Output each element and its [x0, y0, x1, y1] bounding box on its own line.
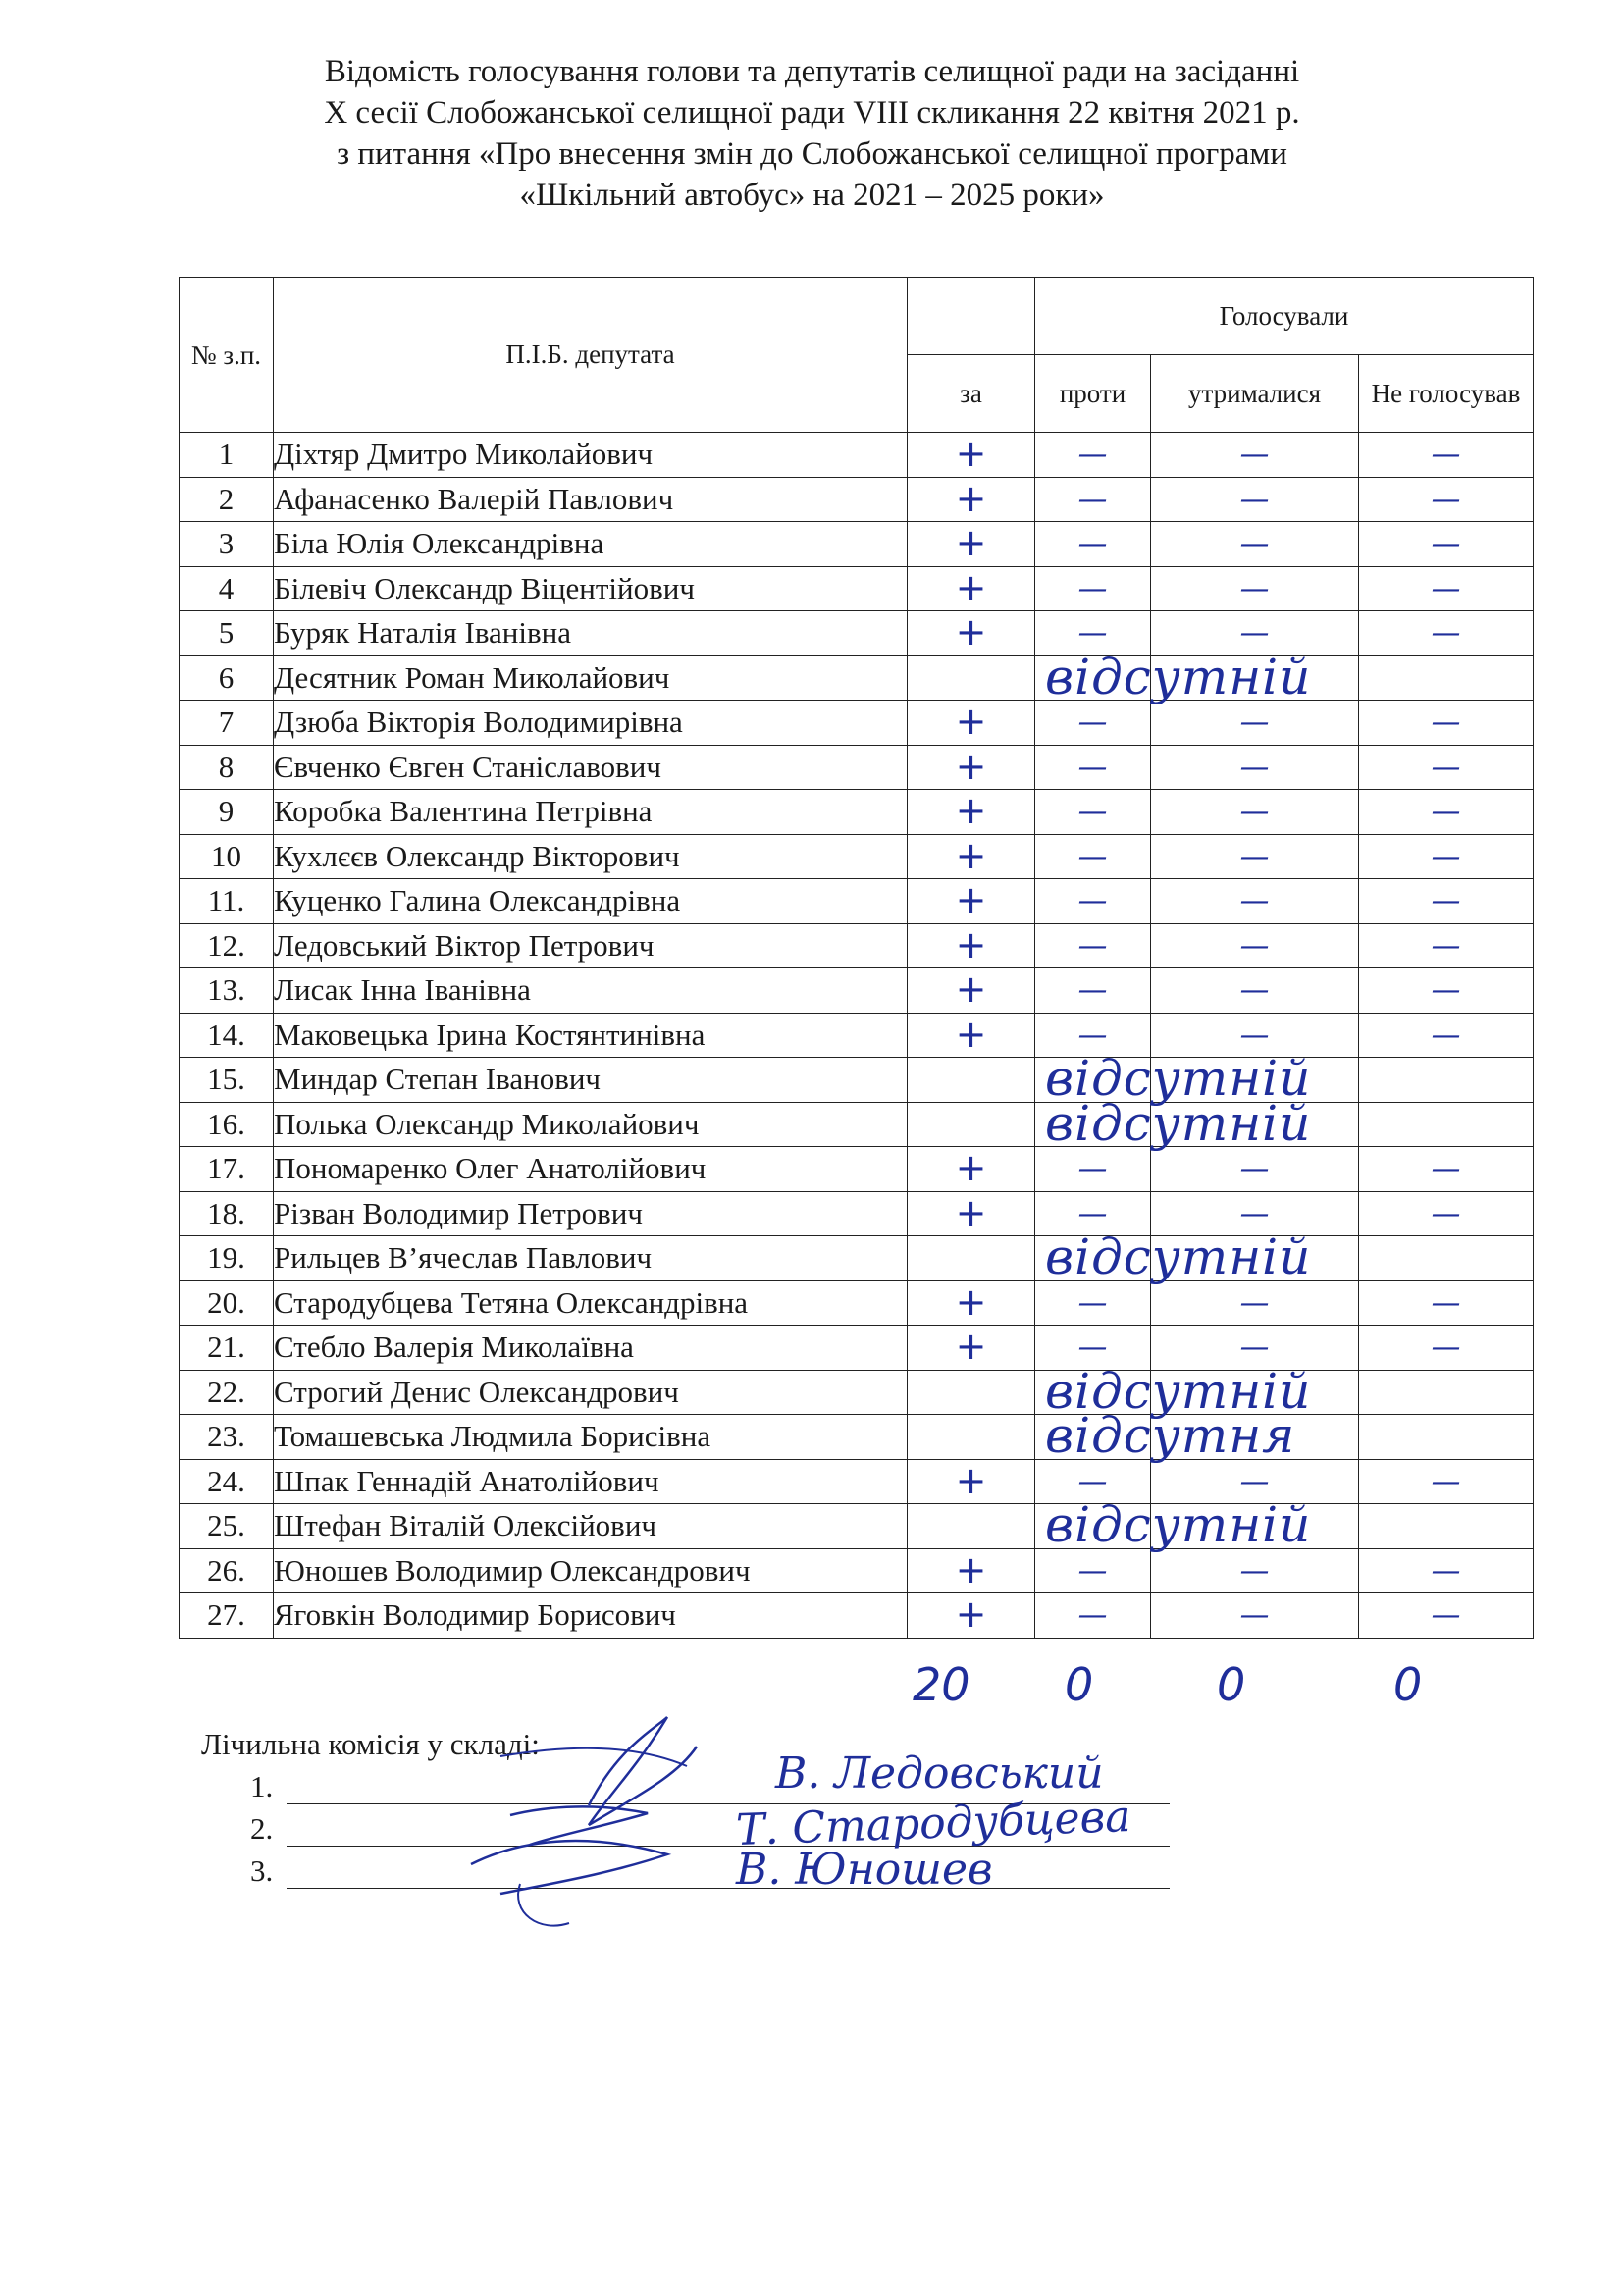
vote-abstained-cell [1151, 1548, 1359, 1593]
vote-abstained-cell [1151, 1415, 1359, 1460]
vote-abstained-mark: — [1239, 1330, 1270, 1366]
vote-not-voted-mark: — [1431, 839, 1461, 874]
vote-not-voted-cell [1359, 1147, 1534, 1192]
vote-for-cell [908, 1370, 1035, 1415]
vote-not-voted-cell [1359, 522, 1534, 567]
vote-for-mark: + [955, 1548, 987, 1591]
vote-abstained-cell [1151, 745, 1359, 790]
vote-for-mark: + [955, 967, 987, 1012]
deputy-name: Десятник Роман Миколайович [274, 655, 908, 701]
vote-for-cell [908, 1191, 1035, 1236]
vote-against-cell [1035, 745, 1151, 790]
row-number: 4 [180, 566, 274, 611]
vote-against-cell [1035, 923, 1151, 968]
deputy-name: Миндар Степан Іванович [274, 1058, 908, 1103]
row-number: 17. [180, 1147, 274, 1192]
table-row [180, 1191, 1534, 1236]
vote-abstained-cell [1151, 834, 1359, 879]
header-for: за [908, 355, 1035, 433]
table-row [180, 433, 1534, 478]
vote-not-voted-cell [1359, 1504, 1534, 1549]
vote-for-cell [908, 1058, 1035, 1103]
vote-for-mark: + [955, 1146, 987, 1190]
vote-against-mark: — [1077, 750, 1108, 785]
vote-against-mark: — [1077, 1553, 1108, 1589]
row-number: 16. [180, 1102, 274, 1147]
vote-for-mark: + [955, 878, 987, 922]
row-number: 8 [180, 745, 274, 790]
commission-num-2: 2. [250, 1811, 274, 1846]
absent-mark: відсутній [1045, 1496, 1312, 1553]
vote-not-voted-cell [1359, 745, 1534, 790]
absent-mark: відсутній [1045, 1094, 1312, 1152]
vote-abstained-cell [1151, 790, 1359, 835]
vote-against-mark: — [1077, 527, 1108, 562]
vote-against-mark: — [1077, 616, 1108, 652]
vote-not-voted-mark: — [1431, 795, 1461, 830]
deputy-name: Білевіч Олександр Віцентійович [274, 566, 908, 611]
table-row [180, 655, 1534, 701]
table-row [180, 1236, 1534, 1281]
vote-for-mark: + [955, 1280, 987, 1324]
vote-for-mark: + [955, 1191, 987, 1234]
vote-for-cell [908, 1459, 1035, 1504]
vote-totals [0, 1658, 1624, 1717]
vote-against-cell [1035, 968, 1151, 1014]
table-row [180, 1459, 1534, 1504]
header-abstained: утрималися [1151, 355, 1359, 433]
vote-not-voted-mark: — [1431, 571, 1461, 606]
table-row [180, 834, 1534, 879]
vote-not-voted-cell [1359, 1191, 1534, 1236]
absent-mark: відсутня [1045, 1407, 1296, 1464]
vote-abstained-mark: — [1239, 1152, 1270, 1187]
vote-not-voted-cell [1359, 1013, 1534, 1058]
vote-for-mark: + [955, 477, 987, 520]
vote-against-mark: — [1077, 571, 1108, 606]
vote-for-mark: + [955, 521, 987, 565]
vote-against-mark: — [1077, 1017, 1108, 1053]
vote-not-voted-mark: — [1431, 1017, 1461, 1053]
vote-abstained-cell [1151, 477, 1359, 522]
vote-abstained-mark: — [1239, 482, 1270, 517]
vote-abstained-cell [1151, 655, 1359, 701]
vote-for-cell [908, 1147, 1035, 1192]
vote-against-mark: — [1077, 928, 1108, 964]
vote-not-voted-mark: — [1431, 438, 1461, 473]
vote-against-mark: — [1077, 1152, 1108, 1187]
vote-not-voted-cell [1359, 923, 1534, 968]
vote-abstained-mark: — [1239, 795, 1270, 830]
signature-name-3: В. Юношев [736, 1845, 993, 1895]
table-row [180, 745, 1534, 790]
vote-against-mark: — [1077, 1285, 1108, 1321]
deputy-name: Томашевська Людмила Борисівна [274, 1415, 908, 1460]
vote-abstained-mark: — [1239, 928, 1270, 964]
header-voted: Голосували [1035, 278, 1534, 355]
vote-not-voted-cell [1359, 1058, 1534, 1103]
vote-not-voted-cell [1359, 1280, 1534, 1326]
row-number: 13. [180, 968, 274, 1014]
vote-not-voted-mark: — [1431, 1196, 1461, 1231]
deputy-name: Строгий Денис Олександрович [274, 1370, 908, 1415]
row-number: 27. [180, 1593, 274, 1639]
vote-abstained-mark: — [1239, 616, 1270, 652]
vote-not-voted-cell [1359, 1236, 1534, 1281]
row-number: 21. [180, 1326, 274, 1371]
vote-for-cell [908, 745, 1035, 790]
vote-not-voted-mark: — [1431, 705, 1461, 741]
vote-for-cell [908, 1504, 1035, 1549]
deputy-name: Юношев Володимир Олександрович [274, 1548, 908, 1593]
vote-abstained-cell [1151, 968, 1359, 1014]
vote-for-mark: + [955, 566, 987, 609]
vote-not-voted-cell [1359, 879, 1534, 924]
vote-abstained-mark: — [1239, 1598, 1270, 1634]
vote-abstained-cell [1151, 566, 1359, 611]
vote-abstained-cell [1151, 1280, 1359, 1326]
vote-against-cell [1035, 1228, 1312, 1285]
row-number: 6 [180, 655, 274, 701]
row-number: 11. [180, 879, 274, 924]
vote-against-cell [1035, 701, 1151, 746]
table-row [180, 968, 1534, 1014]
table-row [180, 1415, 1534, 1460]
deputy-name: Лисак Інна Іванівна [274, 968, 908, 1014]
vote-not-voted-mark: — [1431, 482, 1461, 517]
vote-against-cell [1035, 1094, 1312, 1152]
vote-abstained-mark: — [1239, 1464, 1270, 1499]
document-title [0, 51, 1624, 216]
vote-for-mark: + [955, 1325, 987, 1369]
deputy-name: Полька Олександр Миколайович [274, 1102, 908, 1147]
deputy-name: Ледовський Віктор Петрович [274, 923, 908, 968]
vote-against-mark: — [1077, 482, 1108, 517]
vote-for-mark: + [955, 1013, 987, 1056]
vote-for-cell [908, 879, 1035, 924]
vote-not-voted-mark: — [1431, 616, 1461, 652]
deputy-name: Шпак Геннадій Анатолійович [274, 1459, 908, 1504]
absent-mark: відсутній [1045, 1362, 1312, 1420]
vote-not-voted-cell [1359, 477, 1534, 522]
deputy-name: Кухлєєв Олександр Вікторович [274, 834, 908, 879]
table-row [180, 522, 1534, 567]
vote-for-cell [908, 923, 1035, 968]
total-abstained: 0 [1217, 1658, 1246, 1711]
vote-abstained-cell [1151, 1147, 1359, 1192]
vote-abstained-cell [1151, 522, 1359, 567]
vote-for-cell [908, 834, 1035, 879]
deputy-name: Коробка Валентина Петрівна [274, 790, 908, 835]
deputy-name: Куценко Галина Олександрівна [274, 879, 908, 924]
vote-not-voted-mark: — [1431, 750, 1461, 785]
deputy-name: Діхтяр Дмитро Миколайович [274, 433, 908, 478]
row-number: 5 [180, 611, 274, 656]
vote-for-mark: + [955, 745, 987, 788]
vote-abstained-mark: — [1239, 1285, 1270, 1321]
total-not-voted: 0 [1393, 1658, 1423, 1711]
vote-for-cell [908, 968, 1035, 1014]
table-row [180, 1370, 1534, 1415]
header-against: проти [1035, 355, 1151, 433]
vote-abstained-cell [1151, 433, 1359, 478]
vote-not-voted-mark: — [1431, 1598, 1461, 1634]
table-row [180, 923, 1534, 968]
table-row [180, 1147, 1534, 1192]
voting-table [179, 277, 1534, 1639]
row-number: 19. [180, 1236, 274, 1281]
signature-scribbles [442, 1688, 795, 1953]
deputy-name: Буряк Наталія Іванівна [274, 611, 908, 656]
signature-name-1: В. Ледовський [775, 1748, 1104, 1799]
header-number: № з.п. [180, 278, 274, 433]
row-number: 7 [180, 701, 274, 746]
vote-for-mark: + [955, 610, 987, 654]
vote-not-voted-cell [1359, 790, 1534, 835]
table-row [180, 879, 1534, 924]
deputy-name: Біла Юлія Олександрівна [274, 522, 908, 567]
deputy-name: Афанасенко Валерій Павлович [274, 477, 908, 522]
vote-abstained-mark: — [1239, 571, 1270, 606]
vote-against-cell [1035, 1407, 1296, 1464]
row-number: 10 [180, 834, 274, 879]
table-row [180, 790, 1534, 835]
vote-not-voted-mark: — [1431, 973, 1461, 1009]
vote-not-voted-cell [1359, 1370, 1534, 1415]
vote-against-mark: — [1077, 795, 1108, 830]
vote-for-cell [908, 433, 1035, 478]
vote-against-cell [1035, 648, 1312, 705]
vote-against-cell [1035, 566, 1151, 611]
vote-for-cell [908, 477, 1035, 522]
vote-not-voted-cell [1359, 1548, 1534, 1593]
vote-for-cell [908, 1593, 1035, 1639]
vote-not-voted-mark: — [1431, 884, 1461, 919]
vote-abstained-cell [1151, 879, 1359, 924]
vote-abstained-mark: — [1239, 1196, 1270, 1231]
vote-not-voted-cell [1359, 433, 1534, 478]
vote-not-voted-cell [1359, 655, 1534, 701]
header-not-voted: Не голосував [1359, 355, 1534, 433]
commission-label: Лічильна комісія у складі: [201, 1727, 540, 1761]
vote-abstained-mark: — [1239, 839, 1270, 874]
row-number: 25. [180, 1504, 274, 1549]
vote-for-cell [908, 790, 1035, 835]
header-blank [908, 278, 1035, 355]
vote-against-cell [1035, 522, 1151, 567]
table-row [180, 611, 1534, 656]
deputy-name: Різван Володимир Петрович [274, 1191, 908, 1236]
row-number: 1 [180, 433, 274, 478]
vote-for-mark: + [955, 1592, 987, 1637]
deputy-name: Пономаренко Олег Анатолійович [274, 1147, 908, 1192]
row-number: 14. [180, 1013, 274, 1058]
row-number: 23. [180, 1415, 274, 1460]
vote-for-mark: + [955, 789, 987, 833]
vote-abstained-cell [1151, 701, 1359, 746]
table-row [180, 701, 1534, 746]
vote-not-voted-cell [1359, 1459, 1534, 1504]
vote-against-cell [1035, 1548, 1151, 1593]
commission-num-1: 1. [250, 1769, 274, 1803]
row-number: 18. [180, 1191, 274, 1236]
row-number: 26. [180, 1548, 274, 1593]
vote-against-cell [1035, 1593, 1151, 1639]
vote-for-mark: + [955, 834, 987, 877]
table-row [180, 1013, 1534, 1058]
vote-against-cell [1035, 790, 1151, 835]
vote-against-cell [1035, 1280, 1151, 1326]
vote-against-mark: — [1077, 1598, 1108, 1634]
vote-against-mark: — [1077, 884, 1108, 919]
row-number: 24. [180, 1459, 274, 1504]
commission-num-3: 3. [250, 1853, 274, 1888]
vote-for-mark: + [955, 1459, 987, 1502]
vote-not-voted-cell [1359, 1415, 1534, 1460]
vote-against-mark: — [1077, 973, 1108, 1009]
title-line-3: з питання «Про внесення змін до Слобожанської селищної програми [337, 136, 1287, 172]
absent-mark: відсутній [1045, 1050, 1312, 1107]
vote-for-cell [908, 1548, 1035, 1593]
row-number: 3 [180, 522, 274, 567]
vote-for-cell [908, 1102, 1035, 1147]
vote-for-cell [908, 701, 1035, 746]
vote-not-voted-cell [1359, 834, 1534, 879]
deputy-name: Рильцев В’ячеслав Павлович [274, 1236, 908, 1281]
vote-against-cell [1035, 879, 1151, 924]
header-name: П.І.Б. депутата [274, 278, 908, 433]
table-row [180, 1102, 1534, 1147]
deputy-name: Стародубцева Тетяна Олександрівна [274, 1280, 908, 1326]
vote-abstained-mark: — [1239, 884, 1270, 919]
vote-not-voted-mark: — [1431, 1330, 1461, 1366]
vote-abstained-cell [1151, 923, 1359, 968]
vote-abstained-mark: — [1239, 438, 1270, 473]
vote-abstained-mark: — [1239, 1553, 1270, 1589]
absent-mark: відсутній [1045, 1228, 1312, 1285]
vote-against-mark: — [1077, 705, 1108, 741]
vote-abstained-cell [1151, 1593, 1359, 1639]
row-number: 12. [180, 923, 274, 968]
vote-against-cell [1035, 834, 1151, 879]
vote-not-voted-cell [1359, 1593, 1534, 1639]
vote-not-voted-mark: — [1431, 1553, 1461, 1589]
vote-abstained-cell [1151, 1236, 1359, 1281]
vote-for-mark: + [955, 923, 987, 966]
row-number: 15. [180, 1058, 274, 1103]
table-body [180, 433, 1534, 1639]
absent-mark: відсутній [1045, 648, 1312, 705]
table-row [180, 1058, 1534, 1103]
vote-against-mark: — [1077, 1196, 1108, 1231]
vote-for-cell [908, 1013, 1035, 1058]
vote-for-cell [908, 522, 1035, 567]
vote-for-mark: + [955, 432, 987, 476]
vote-abstained-cell [1151, 1102, 1359, 1147]
row-number: 20. [180, 1280, 274, 1326]
vote-abstained-cell [1151, 1504, 1359, 1549]
vote-not-voted-cell [1359, 701, 1534, 746]
table-row [180, 1548, 1534, 1593]
vote-not-voted-mark: — [1431, 527, 1461, 562]
vote-for-mark: + [955, 700, 987, 744]
vote-not-voted-mark: — [1431, 1152, 1461, 1187]
vote-abstained-mark: — [1239, 1017, 1270, 1053]
deputy-name: Євченко Євген Станіславович [274, 745, 908, 790]
vote-not-voted-mark: — [1431, 928, 1461, 964]
table-row [180, 1280, 1534, 1326]
row-number: 9 [180, 790, 274, 835]
vote-not-voted-cell [1359, 1102, 1534, 1147]
vote-against-mark: — [1077, 438, 1108, 473]
table-row [180, 1504, 1534, 1549]
vote-for-cell [908, 1280, 1035, 1326]
deputy-name: Маковецька Ірина Костянтинівна [274, 1013, 908, 1058]
vote-abstained-mark: — [1239, 750, 1270, 785]
vote-against-cell [1035, 1496, 1312, 1553]
vote-for-cell [908, 611, 1035, 656]
vote-for-cell [908, 1236, 1035, 1281]
vote-not-voted-cell [1359, 1326, 1534, 1371]
vote-abstained-mark: — [1239, 527, 1270, 562]
vote-against-cell [1035, 477, 1151, 522]
vote-abstained-mark: — [1239, 705, 1270, 741]
deputy-name: Яговкін Володимир Борисович [274, 1593, 908, 1639]
row-number: 22. [180, 1370, 274, 1415]
total-against: 0 [1065, 1658, 1094, 1711]
vote-for-cell [908, 566, 1035, 611]
total-for: 20 [913, 1658, 970, 1711]
vote-not-voted-cell [1359, 611, 1534, 656]
vote-against-cell [1035, 433, 1151, 478]
table-row [180, 566, 1534, 611]
row-number: 2 [180, 477, 274, 522]
vote-abstained-mark: — [1239, 973, 1270, 1009]
vote-not-voted-mark: — [1431, 1285, 1461, 1321]
vote-for-cell [908, 655, 1035, 701]
vote-for-cell [908, 1415, 1035, 1460]
table-row [180, 1326, 1534, 1371]
vote-against-cell [1035, 1147, 1151, 1192]
vote-against-mark: — [1077, 1464, 1108, 1499]
vote-not-voted-mark: — [1431, 1464, 1461, 1499]
vote-not-voted-cell [1359, 566, 1534, 611]
signature-name-2: Т. Стародубцева [735, 1791, 1132, 1856]
deputy-name: Дзюба Вікторія Володимирівна [274, 701, 908, 746]
vote-for-cell [908, 1326, 1035, 1371]
title-line-2: X сесії Слобожанської селищної ради VIII скликання 22 квітня 2021 р. [324, 95, 1300, 130]
deputy-name: Штефан Віталій Олексійович [274, 1504, 908, 1549]
table-row [180, 1593, 1534, 1639]
vote-against-mark: — [1077, 1330, 1108, 1366]
vote-not-voted-cell [1359, 968, 1534, 1014]
title-line-1: Відомість голосування голови та депутатів селищної ради на засіданні [324, 54, 1300, 89]
vote-against-mark: — [1077, 839, 1108, 874]
title-line-4: «Шкільний автобус» на 2021 – 2025 роки» [519, 178, 1105, 213]
deputy-name: Стебло Валерія Миколаївна [274, 1326, 908, 1371]
table-row [180, 477, 1534, 522]
